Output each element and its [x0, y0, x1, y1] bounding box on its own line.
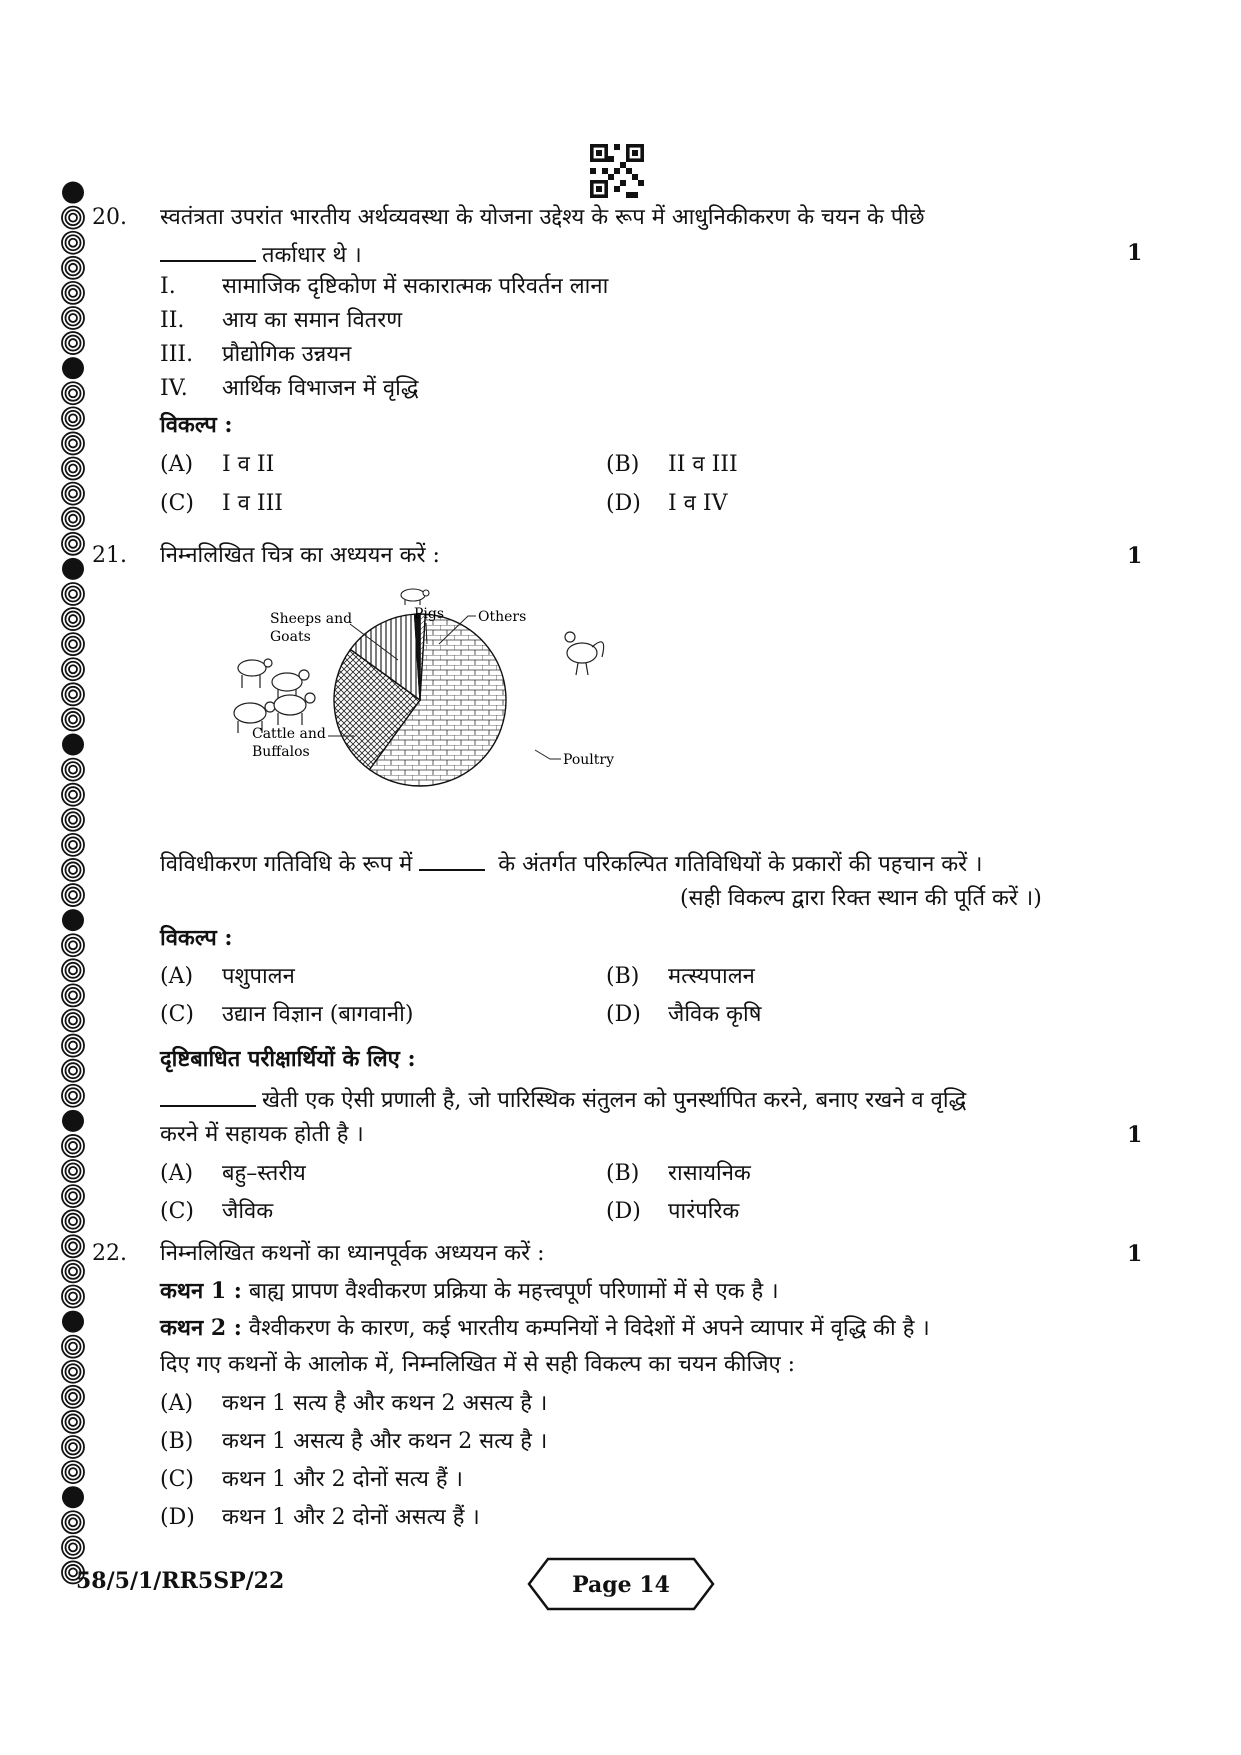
q21-number: 21. — [92, 543, 127, 568]
pie-labels-layer — [230, 560, 650, 860]
margin-circle — [62, 1060, 84, 1082]
margin-circle-strip — [58, 180, 88, 1585]
leader-poultry — [535, 750, 561, 759]
q21-statement — [160, 847, 983, 880]
q21-option-key: (C) — [160, 1002, 194, 1027]
page-number-badge — [526, 1556, 716, 1612]
q20-option-text: II व III — [668, 452, 738, 477]
q20-number: 20. — [92, 205, 127, 230]
q20-option-key: (D) — [606, 491, 641, 516]
q22-instruction: दिए गए कथनों के आलोक में, निम्नलिखित में से सही विकल्प का चयन कीजिए : — [160, 1352, 796, 1377]
q22-prompt: निम्नलिखित कथनों का ध्यानपूर्वक अध्ययन करें : — [160, 1241, 545, 1266]
q21-vi-line2: करने में सहायक होती है । — [160, 1122, 364, 1147]
margin-circle — [62, 1110, 84, 1132]
margin-circle — [62, 1436, 84, 1458]
label-others: Others — [478, 609, 527, 625]
q20-marks: 1 — [1127, 240, 1143, 266]
q21-option-key: (A) — [160, 964, 194, 989]
q21-vi-option-key: (D) — [606, 1199, 641, 1224]
q20-item-num: IV. — [160, 376, 188, 401]
margin-circle — [62, 708, 84, 730]
q20-text-line2 — [160, 238, 362, 271]
margin-circle — [62, 558, 84, 580]
q21-vi-line1 — [160, 1083, 966, 1116]
margin-circle — [62, 759, 84, 781]
q22-option-text: कथन 1 और 2 दोनों असत्य हैं । — [222, 1505, 480, 1530]
q22-marks: 1 — [1127, 1241, 1143, 1267]
q21-option-text: मत्स्यपालन — [668, 964, 755, 989]
q21-vi-heading: दृष्टिबाधित परीक्षार्थियों के लिए : — [160, 1046, 416, 1072]
margin-circle — [62, 458, 84, 480]
q20-item-num: II. — [160, 308, 185, 333]
margin-circle — [62, 583, 84, 605]
margin-circle — [62, 257, 84, 279]
label-sheeps: Sheeps and — [270, 611, 353, 627]
q22-s1-text: बाह्य प्रापण वैश्वीकरण प्रक्रिया के महत्त्वपूर्ण परिणामों में से एक है । — [248, 1279, 779, 1304]
margin-circle — [62, 784, 84, 806]
paper-code: 58/5/1/RR5SP/22 — [76, 1568, 285, 1594]
margin-circle — [62, 1511, 84, 1533]
q22-s1-label: कथन 1 : — [160, 1278, 242, 1304]
margin-circle — [62, 1160, 84, 1182]
label-pigs: Pigs — [414, 606, 445, 622]
label-buffalos: Buffalos — [252, 744, 310, 760]
q21-vi-blank — [160, 1083, 256, 1107]
q20-item-num: I. — [160, 274, 176, 299]
margin-circle — [62, 1285, 84, 1307]
q20-item-text: आर्थिक विभाजन में वृद्धि — [222, 376, 419, 401]
margin-circle — [62, 1260, 84, 1282]
margin-circle — [62, 1386, 84, 1408]
label-poultry: Poultry — [563, 752, 615, 768]
margin-circle — [62, 834, 84, 856]
q21-vi-option-text: जैविक — [222, 1199, 274, 1224]
q22-number: 22. — [92, 1241, 127, 1266]
margin-circle — [62, 1009, 84, 1031]
q20-blank — [160, 238, 256, 262]
margin-circle — [62, 332, 84, 354]
q21-option-text: उद्यान विज्ञान (बागवानी) — [222, 1002, 414, 1027]
q20-option-text: I व II — [222, 452, 275, 477]
pig-icon-small — [401, 589, 429, 605]
q20-item-num: III. — [160, 342, 194, 367]
q21-vi-option-key: (B) — [606, 1161, 640, 1186]
margin-circle — [62, 357, 84, 379]
q22-option-key: (D) — [160, 1505, 195, 1530]
leader-pigs — [426, 623, 427, 644]
q22-s2-label: कथन 2 : — [160, 1315, 242, 1341]
q21-options-heading: विकल्प : — [160, 925, 233, 951]
margin-circle — [62, 1185, 84, 1207]
margin-circle — [62, 859, 84, 881]
margin-circle — [62, 1536, 84, 1558]
margin-circle — [62, 809, 84, 831]
q20-line2-text: तर्काधार थे । — [262, 243, 362, 268]
margin-circle — [62, 1135, 84, 1157]
margin-circle — [62, 232, 84, 254]
margin-circle — [62, 1085, 84, 1107]
label-goats: Goats — [270, 629, 311, 645]
margin-circle — [62, 683, 84, 705]
margin-circle — [62, 909, 84, 931]
margin-circle — [62, 1336, 84, 1358]
q21-option-key: (D) — [606, 1002, 641, 1027]
margin-circle — [62, 884, 84, 906]
q22-option-text: कथन 1 सत्य है और कथन 2 असत्य है । — [222, 1391, 548, 1416]
q20-option-key: (C) — [160, 491, 194, 516]
q21-marks: 1 — [1127, 543, 1143, 569]
margin-circle — [62, 382, 84, 404]
q20-item-text: प्रौद्योगिक उन्नयन — [222, 342, 352, 367]
q21-blank — [419, 847, 485, 871]
margin-circle — [62, 984, 84, 1006]
q20-options-heading: विकल्प : — [160, 412, 233, 438]
margin-circle — [62, 1235, 84, 1257]
q22-s2-text: वैश्वीकरण के कारण, कई भारतीय कम्पनियों ने विदेशों में अपने व्यापार में वृद्धि की है । — [248, 1316, 930, 1341]
q21-instruction: (सही विकल्प द्वारा रिक्त स्थान की पूर्ति करें ।) — [680, 886, 1042, 911]
qr-code — [590, 144, 644, 198]
q20-text-line1: स्वतंत्रता उपरांत भारतीय अर्थव्यवस्था के योजना उद्देश्य के रूप में आधुनिकीकरण के चयन के पीछे — [160, 205, 925, 230]
q20-item-text: सामाजिक दृष्टिकोण में सकारात्मक परिवर्तन लाना — [222, 274, 609, 299]
q22-option-text: कथन 1 असत्य है और कथन 2 सत्य है । — [222, 1429, 548, 1454]
q21-vi-option-key: (C) — [160, 1199, 194, 1224]
margin-circle — [62, 533, 84, 555]
q22-option-key: (C) — [160, 1467, 194, 1492]
margin-circle — [62, 432, 84, 454]
margin-circle — [62, 182, 84, 204]
q20-option-key: (A) — [160, 452, 194, 477]
margin-circle — [62, 483, 84, 505]
margin-circle — [62, 934, 84, 956]
margin-circle — [62, 1461, 84, 1483]
margin-circle — [62, 1361, 84, 1383]
q22-option-key: (A) — [160, 1391, 194, 1416]
q21-statement-part2: के अंतर्गत परिकल्पित गतिविधियों के प्रकारों की पहचान करें । — [498, 852, 983, 877]
q21-vi-line1-text: खेती एक ऐसी प्रणाली है, जो पारिस्थिक संतुलन को पुनर्स्थापित करने, बनाए रखने व वृद्धि — [262, 1088, 967, 1113]
page-number: Page 14 — [572, 1572, 670, 1598]
q21-option-text: जैविक कृषि — [668, 1002, 762, 1027]
margin-circle — [62, 734, 84, 756]
margin-circle — [62, 407, 84, 429]
q22-option-text: कथन 1 और 2 दोनों सत्य हैं । — [222, 1467, 463, 1492]
q21-vi-marks: 1 — [1127, 1122, 1143, 1148]
margin-circle — [62, 1411, 84, 1433]
margin-circle — [62, 959, 84, 981]
q21-vi-option-key: (A) — [160, 1161, 194, 1186]
margin-circle — [62, 1311, 84, 1333]
q22-option-key: (B) — [160, 1429, 194, 1454]
label-cattle: Cattle and — [252, 726, 326, 742]
margin-circle — [62, 282, 84, 304]
margin-circle — [62, 1210, 84, 1232]
margin-circle — [62, 207, 84, 229]
q22-statement-2 — [160, 1313, 930, 1344]
margin-circle — [62, 508, 84, 530]
margin-circle — [62, 658, 84, 680]
q22-statement-1 — [160, 1276, 779, 1307]
leader-others — [439, 616, 476, 644]
q21-option-text: पशुपालन — [222, 964, 295, 989]
margin-circle — [62, 1035, 84, 1057]
q20-option-text: I व III — [222, 491, 283, 516]
margin-circle — [62, 633, 84, 655]
q20-item-text: आय का समान वितरण — [222, 308, 403, 333]
margin-circle — [62, 307, 84, 329]
leader-sheeps — [350, 624, 398, 660]
margin-circle — [62, 608, 84, 630]
q20-option-text: I व IV — [668, 491, 728, 516]
q20-option-key: (B) — [606, 452, 640, 477]
q21-prompt: निम्नलिखित चित्र का अध्ययन करें : — [160, 543, 440, 568]
q21-vi-option-text: रासायनिक — [668, 1161, 751, 1186]
q21-vi-option-text: पारंपरिक — [668, 1199, 740, 1224]
q21-option-key: (B) — [606, 964, 640, 989]
q21-statement-part1: विविधीकरण गतिविधि के रूप में — [160, 852, 413, 877]
q21-vi-option-text: बहु–स्तरीय — [222, 1161, 306, 1186]
margin-circle — [62, 1486, 84, 1508]
